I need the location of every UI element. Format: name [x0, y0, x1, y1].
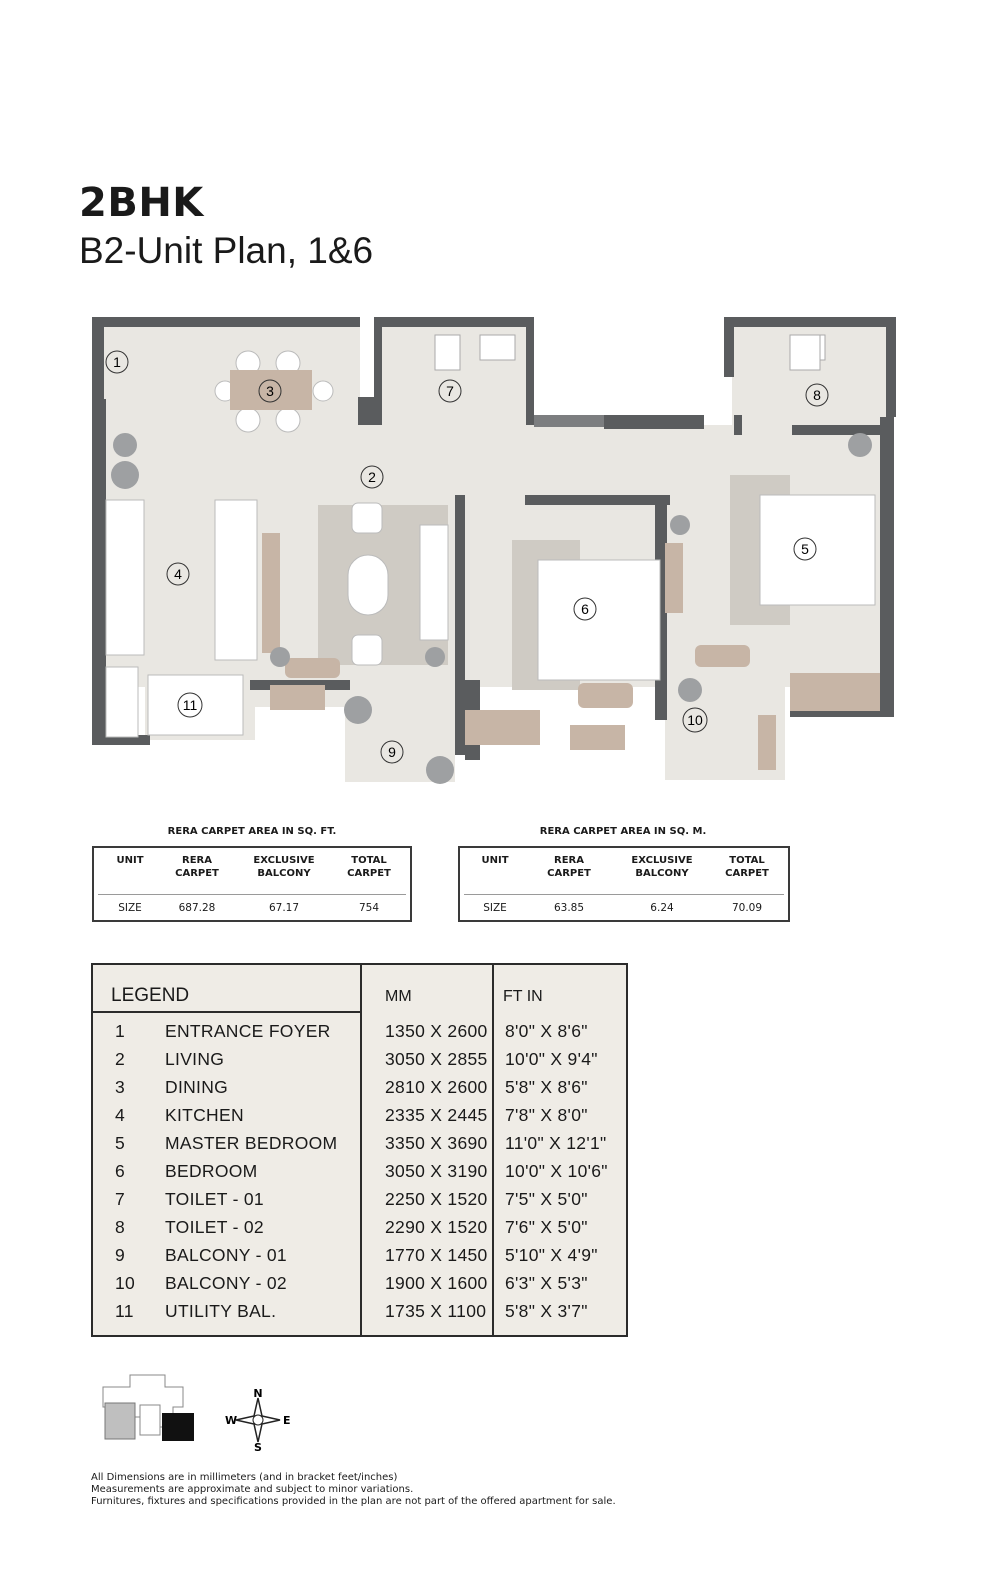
area-sqm-header [464, 848, 784, 895]
legend-room-number: 4 [115, 1105, 126, 1125]
cell-rera-carpet: 63.85 [553, 901, 585, 914]
legend-room-name: KITCHEN [165, 1105, 244, 1125]
legend-row [93, 1301, 626, 1329]
legend-table [91, 963, 628, 1337]
svg-text:9: 9 [388, 744, 396, 760]
legend-room-ft: 7'6" X 5'0" [505, 1217, 588, 1237]
legend-room-ft: 11'0" X 12'1" [505, 1133, 607, 1153]
legend-room-number: 11 [115, 1301, 134, 1321]
legend-room-ft: 10'0" X 9'4" [505, 1049, 598, 1069]
legend-room-ft: 10'0" X 10'6" [505, 1161, 608, 1181]
legend-room-number: 8 [115, 1217, 126, 1237]
area-sqm-caption: RERA CARPET AREA IN SQ. M. [539, 826, 707, 837]
legend-room-name: MASTER BEDROOM [165, 1133, 338, 1153]
legend-room-name: BEDROOM [165, 1161, 258, 1181]
legend-room-mm: 2335 X 2445 [385, 1105, 488, 1125]
svg-text:1: 1 [113, 354, 121, 370]
svg-text:6: 6 [581, 601, 589, 617]
floor-plan [90, 315, 900, 790]
legend-room-mm: 2290 X 1520 [385, 1217, 488, 1237]
key-plan [100, 1365, 200, 1445]
legend-room-mm: 3350 X 3690 [385, 1133, 488, 1153]
svg-text:11: 11 [182, 697, 198, 713]
legend-room-number: 2 [115, 1049, 126, 1069]
compass-s: S [254, 1441, 262, 1452]
legend-room-mm: 1735 X 1100 [385, 1301, 487, 1321]
area-sqft-header [98, 848, 406, 895]
legend-col-ft: FT IN [503, 988, 543, 1005]
col-rera-carpet: RERA CARPET [175, 855, 219, 879]
note-line: All Dimensions are in millimeters (and in bracket feet/inches) [91, 1472, 398, 1483]
legend-room-number: 10 [115, 1273, 136, 1293]
legend-row [93, 1161, 626, 1189]
legend-room-number: 1 [115, 1021, 126, 1041]
table-row [464, 895, 784, 921]
legend-room-number: 7 [115, 1189, 126, 1209]
area-sqft-table [92, 846, 412, 922]
legend-room-number: 3 [115, 1077, 126, 1097]
svg-text:10: 10 [687, 712, 703, 728]
legend-room-mm: 3050 X 2855 [385, 1049, 488, 1069]
legend-row [93, 1049, 626, 1077]
legend-room-mm: 1770 X 1450 [385, 1245, 488, 1265]
legend-room-name: BALCONY - 02 [165, 1273, 287, 1293]
legend-room-name: TOILET - 01 [165, 1189, 264, 1209]
area-sqft-caption: RERA CARPET AREA IN SQ. FT. [167, 826, 337, 837]
cell-exclusive-balcony: 6.24 [650, 901, 674, 914]
svg-text:2: 2 [368, 469, 376, 485]
legend-room-name: TOILET - 02 [165, 1217, 264, 1237]
legend-room-number: 5 [115, 1133, 126, 1153]
legend-room-name: DINING [165, 1077, 229, 1097]
legend-room-number: 9 [115, 1245, 126, 1265]
legend-row [93, 1077, 626, 1105]
disclaimer-notes [91, 1472, 616, 1508]
legend-row [93, 1245, 626, 1273]
compass-icon [225, 1388, 291, 1452]
cell-unit: SIZE [118, 901, 142, 914]
legend-room-ft: 6'3" X 5'3" [505, 1273, 588, 1293]
cell-rera-carpet: 687.28 [178, 901, 216, 914]
legend-row [93, 1217, 626, 1245]
col-unit: UNIT [481, 855, 509, 866]
cell-unit: SIZE [483, 901, 507, 914]
legend-room-ft: 7'5" X 5'0" [505, 1189, 588, 1209]
legend-room-mm: 2250 X 1520 [385, 1189, 488, 1209]
table-row [98, 895, 406, 921]
svg-text:8: 8 [813, 387, 821, 403]
area-sqm-table [458, 846, 790, 922]
legend-room-name: ENTRANCE FOYER [165, 1021, 331, 1041]
compass-n: N [253, 1388, 263, 1400]
legend-room-number: 6 [115, 1161, 126, 1181]
legend-room-mm: 1350 X 2600 [385, 1021, 488, 1041]
legend-row [93, 1133, 626, 1161]
legend-room-ft: 5'10" X 4'9" [505, 1245, 598, 1265]
legend-room-name: UTILITY BAL. [165, 1301, 277, 1321]
col-exclusive-balcony: EXCLUSIVE BALCONY [253, 855, 315, 879]
legend-room-ft: 8'0" X 8'6" [505, 1021, 588, 1041]
legend-room-ft: 5'8" X 8'6" [505, 1077, 588, 1097]
svg-text:4: 4 [174, 566, 182, 582]
col-rera-carpet: RERA CARPET [547, 855, 591, 879]
legend-room-mm: 2810 X 2600 [385, 1077, 488, 1097]
legend-row [93, 1189, 626, 1217]
page-subtitle: B2-Unit Plan, 1&6 [79, 230, 374, 271]
legend-row [93, 1105, 626, 1133]
legend-title: LEGEND [111, 985, 190, 1006]
legend-room-mm: 1900 X 1600 [385, 1273, 488, 1293]
cell-exclusive-balcony: 67.17 [268, 901, 300, 914]
note-line: Furnitures, fixtures and specifications provided in the plan are not part of the offered apartment for sale. [91, 1496, 616, 1507]
col-unit: UNIT [116, 855, 144, 866]
legend-room-ft: 5'8" X 3'7" [505, 1301, 588, 1321]
legend-divider [93, 1011, 360, 1013]
legend-col-mm: MM [385, 988, 412, 1005]
svg-text:3: 3 [266, 383, 274, 399]
legend-row [93, 1273, 626, 1301]
note-line: Measurements are approximate and subject to minor variations. [91, 1484, 414, 1495]
cell-total-carpet: 70.09 [731, 901, 763, 914]
legend-row [93, 1021, 626, 1049]
legend-room-mm: 3050 X 3190 [385, 1161, 488, 1181]
col-total-carpet: TOTAL CARPET [347, 855, 391, 879]
legend-room-ft: 7'8" X 8'0" [505, 1105, 588, 1125]
legend-room-name: BALCONY - 01 [165, 1245, 287, 1265]
cell-total-carpet: 754 [358, 901, 380, 914]
svg-text:7: 7 [446, 383, 454, 399]
compass-w: W [225, 1414, 238, 1427]
page-title: 2BHK [79, 180, 204, 226]
legend-room-name: LIVING [165, 1049, 225, 1069]
col-exclusive-balcony: EXCLUSIVE BALCONY [631, 855, 693, 879]
svg-text:5: 5 [801, 541, 809, 557]
col-total-carpet: TOTAL CARPET [725, 855, 769, 879]
compass-e: E [283, 1414, 291, 1427]
